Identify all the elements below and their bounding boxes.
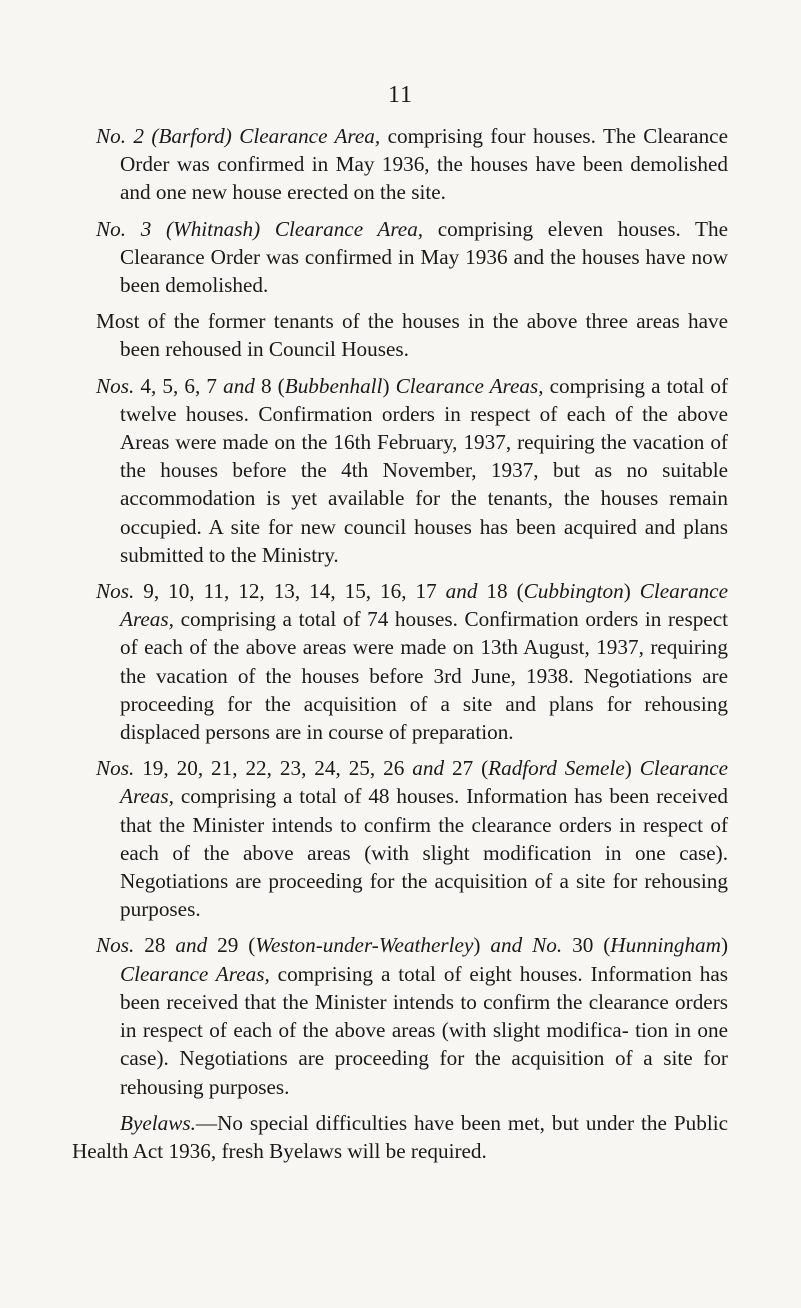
text-run: Barford (158, 124, 225, 148)
text-run: 27 ( (444, 756, 489, 781)
text-run: ) Clearance Area, (224, 124, 381, 148)
paragraph-bubbenhall (96, 372, 728, 569)
text-run: ) (473, 933, 491, 958)
text-run: Weston-under-Weatherley (255, 933, 474, 958)
text-run: 30 ( (562, 933, 611, 958)
text-run: 8 ( (254, 373, 285, 398)
text-run: 19, 20, 21, 22, 23, 24, 25, 26 (134, 756, 413, 781)
text-run: ) (382, 373, 396, 398)
text-run: Radford Semele (488, 756, 625, 781)
text-run: Cubbington (523, 579, 624, 604)
paragraph-radford-semele (96, 754, 728, 923)
text-run: 29 ( (207, 933, 256, 958)
text-run: Clearance Areas, (395, 373, 544, 398)
text-run: ) (720, 933, 729, 958)
text-run: Clearance Areas, (120, 961, 270, 986)
text-run: comprising eleven houses. The Clearance Order was confirmed in May 1936 and the houses have now been demolished. (120, 216, 728, 298)
text-run: Clearance Areas, (120, 579, 728, 632)
text-run: 4, 5, 6, 7 (134, 373, 224, 398)
text-run: comprising a total of 74 houses. Confirmation orders in respect of each of the above areas were made on 13th August, 1937, requiring the vacation of the houses before 3rd June, 1938. Negotiations are proceeding for the acquisition of a site and plans for rehousing displaced persons are in course of preparation. (120, 607, 728, 745)
text-run: comprising a total of eight houses. Information has been received that the Minister intends to confirm the clearance orders in respect of each of the above areas (with slight modifica- tion in one case). Negotiations are proceeding for the acquisition of a site for rehousing purposes. (120, 961, 728, 1099)
page-number: 11 (387, 82, 414, 108)
text-run: Nos. (96, 579, 135, 604)
text-run: Nos. (96, 756, 135, 781)
text-run: Hunningham (610, 933, 721, 958)
paragraph-whitnash (96, 215, 728, 300)
text-run: ) (623, 579, 640, 604)
text-run: ) Clearance Area, (253, 216, 424, 241)
text-run: and (445, 579, 478, 604)
paragraph-barford (96, 122, 728, 207)
text-run: No. 2 ( (96, 124, 159, 148)
text-run: comprising four houses. The Clearance Order was confirmed in May 1936, the houses have been demolished and one new house erected on the site. (120, 124, 728, 205)
text-run: and (412, 756, 445, 781)
text-run: and (223, 373, 255, 398)
body-text (72, 122, 729, 1173)
text-run: Whitnash (173, 216, 254, 241)
paragraph-cubbington (96, 577, 728, 746)
paragraph-weston-hunningham (96, 931, 728, 1100)
text-run: 28 (134, 933, 176, 958)
text-run: Clearance Areas, (120, 756, 729, 809)
text-run: Byelaws. (120, 1110, 196, 1135)
text-run: Bubbenhall (284, 373, 383, 398)
text-run: 9, 10, 11, 12, 13, 14, 15, 16, 17 (134, 579, 446, 604)
text-run: and (175, 933, 208, 958)
text-run: 18 ( (477, 579, 524, 604)
text-run: comprising a total of 48 houses. Information has been received that the Minister intends to confirm the clearance orders in respect of each of the above areas (with slight modification in one case). Negotiations are proceeding for the acquisition of a site for rehousing purposes. (120, 784, 728, 922)
text-run: ) (624, 756, 640, 781)
text-run: No. 3 ( (96, 216, 174, 241)
text-run: Most of the former tenants of the houses in the above three areas have been rehoused in Council Houses. (96, 309, 728, 362)
text-run: —No special difficulties have been met, but under the Public Health Act 1936, fresh Byelaws will be required. (72, 1110, 728, 1163)
text-run: Nos. (96, 933, 135, 958)
text-run: comprising a total of twelve houses. Confirmation orders in respect of each of the above Areas were made on the 16th February, 1937, requiring the vacation of the houses before the 4th November, 1937, but as no suitable accommodation is yet available for the tenants, the houses remain occupied. A site for new council houses has been acquired and plans submitted to the Ministry. (120, 373, 729, 567)
paragraph-rehoused (96, 307, 728, 363)
text-run: Nos. (96, 373, 135, 398)
text-run: and No. (490, 933, 563, 958)
paragraph-byelaws (72, 1109, 728, 1165)
